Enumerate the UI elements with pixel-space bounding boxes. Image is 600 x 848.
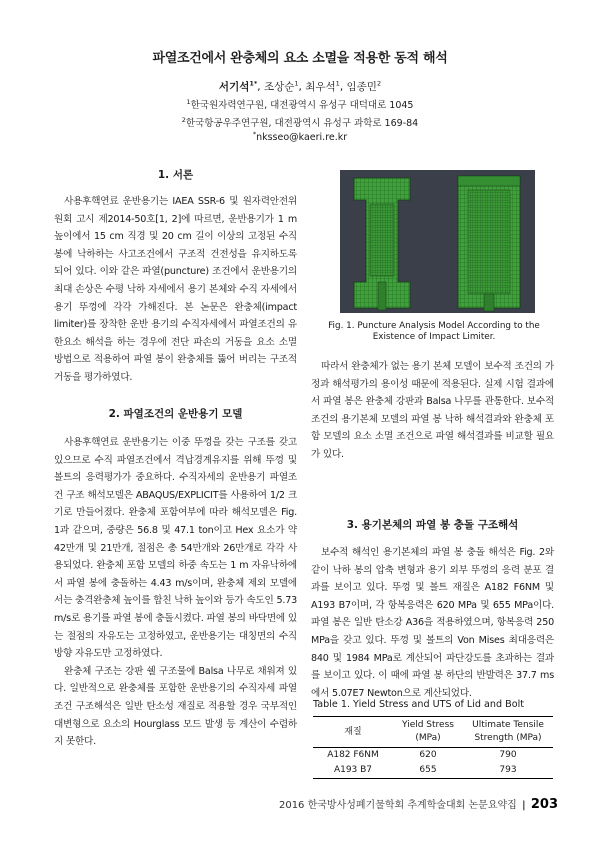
footer-separator: |	[522, 800, 526, 811]
cell-yield: 655	[419, 765, 437, 775]
table-header-row	[313, 717, 553, 748]
section-1-heading: 1. 서론	[157, 169, 194, 181]
header-uts: Ultimate Tensile Strength (MPa)	[472, 720, 544, 743]
author-3: 최우석$^1$	[305, 79, 340, 93]
section-2-heading: 2. 파열조건의 운반용기 모델	[108, 408, 243, 420]
section-2-paragraph-1: 사용후핵연료 운반용기는 이중 뚜껑을 갖는 구조를 갖고 있으므로 수직 파열조건에서 격납경계유지를 위해 뚜껑 및 볼트의 응력평가가 중요하다. 수직자세의 운반용기 파열조건 구조 해석모델은 ABAQUS/EXPLICIT를 사용하여 1/2 크기로 만들어졌다. 완충체 포함여부에 따라 해석모델은 Fig. 1과 같으며, 중량은 56.8 및 47.1 ton이고 Hex 요소가 약 42만개 및 21만개, 절점은 총 54만개와 26만개로 각각 사용되었다. 완충체 포함 모델의 하중 속도는 1 m 자유낙하에서 파열 봉에 충돌하는 4.43 m/s이며, 완충체 제외 모델에서는 충격완충체 높이를 합친 낙하 높이와 등가 속도인 5.73 m/s로 용기를 파열 봉에 충돌시켰다. 파열 봉의 바닥면에 있는 절점의 자유도는 고정하였고, 운반용기는 대칭면의 수직방향 자유도만 고정하였다.	[54, 437, 297, 660]
section-1-body	[54, 193, 297, 387]
section-2-paragraph-2: 완충체 구조는 강판 쉘 구조물에 Balsa 나무로 채워져 있다. 일반적으로 완충체를 포함한 운반용기의 수직자세 파열조건 구조해석은 일반 탄소성 재질로 적용할 경우 국부적인 대변형으로 요소의 Hourglass 모드 발생 등 계산이 수렴하지 못한다.	[54, 665, 297, 748]
section-3-heading: 3. 용기본체의 파열 봉 충돌 구조해석	[346, 519, 519, 531]
table-1-caption: Table 1. Yield Stress and UTS of Lid and Bolt	[313, 699, 525, 710]
page-footer	[279, 796, 558, 812]
table-row	[313, 763, 553, 779]
section-1-paragraph: 사용후핵연료 운반용기는 IAEA SSR-6 및 원자력안전위원회 고시 제2014-50호[1, 2]에 따르면, 운반용기가 1 m 높이에서 15 cm 직경 및 20 cm 길이 이상의 고정된 수직 봉에 낙하하는 사고조건에서 구조적 건전성을 유지하도록 되어 있다. 이와 같은 파열(puncture) 조건에서 운반용기의 최대 손상은 수평 낙하 자세에서 용기 본체와 수직 자세에서 용기 뚜껑에 각각 가해진다. 본 논문은 완충체(impact limiter)를 장착한 운반 용기의 수직자세에서 파열조건의 유한요소 해석을 하는 경우에 전단 파손의 거동을 요소 소멸 방법으로 적용하여 파열 봉이 완충체를 뚫어 버리는 구조적 거동을 평가하였다.	[54, 196, 297, 383]
fe-mesh-image	[340, 170, 535, 313]
header-material: 재질	[344, 726, 362, 737]
cell-material: A182 F6NM	[327, 750, 379, 760]
section-2-paragraph-3: 따라서 완충체가 없는 용기 본체 모델이 보수적 조건의 가정과 해석평가의 용이성 때문에 적용된다. 실제 시험 결과에서 파열 봉은 완충체 강판과 Balsa 나무를 관통한다. 보수적 조건의 용기본체 모델의 파열 봉 낙하 해석결과와 완충체 포함 모델의 요소 소멸 조건으로 파열 해석결과를 비교할 필요가 있다.	[311, 361, 554, 460]
cell-uts: 793	[499, 765, 517, 775]
author-4: 임종민$^2$	[346, 79, 382, 93]
author-list: 서기석$^{1*}$, 조상순$^1$, 최우석$^1$, 임종민$^2$	[218, 79, 382, 93]
cell-uts: 790	[499, 750, 517, 760]
section-3-body	[311, 544, 554, 702]
affiliation-1: $^1$한국원자력연구원, 대전광역시 유성구 대덕대로 1045	[186, 97, 414, 111]
cell-material: A193 B7	[333, 765, 373, 775]
author-1: 서기석$^{1*}$	[218, 79, 258, 93]
author-2: 조상순$^1$	[263, 79, 299, 93]
yield-stress-table	[313, 716, 553, 779]
puncture-model-figure	[340, 170, 535, 313]
table-row	[313, 748, 553, 764]
figure-1-caption: Fig. 1. Puncture Analysis Model According to the Existence of Impact Limiter.	[328, 321, 540, 342]
section-2-body	[54, 434, 297, 751]
paper-title: 파열조건에서 완충체의 요소 소멸을 적용한 동적 해석	[152, 51, 448, 66]
contact-email: *nksseo@kaeri.re.kr	[252, 129, 348, 143]
section-3-paragraph: 보수적 해석인 용기본체의 파열 봉 충돌 해석은 Fig. 2와 같이 낙하 봉의 압축 변형과 용기 외부 뚜껑의 응력 분포 결과를 보이고 있다. 뚜껑 및 볼트 재질은 A182 F6NM 및 A193 B7이며, 각 항복응력은 620 MPa 및 655 MPa이다. 파열 봉은 일반 탄소강 A36을 적용하였으며, 항복응력 250 MPa을 갖고 있다. 뚜껑 및 볼트의 Von Mises 최대응력은 840 및 1984 MPa로 계산되어 파단강도를 초과하는 결과를 보이고 있다. 이 때에 파열 봉 하단의 반발력은 37.7 ms에서 5.07E7 Newton으로 계산되었다.	[311, 547, 554, 699]
affiliation-2: $^2$한국항공우주연구원, 대전광역시 유성구 과학로 169-84	[181, 115, 419, 129]
cell-yield: 620	[419, 750, 437, 760]
page-number: 203	[530, 797, 558, 812]
right-column-body	[311, 358, 554, 464]
footer-text: 2016 한국방사성폐기물학회 추계학술대회 논문요약집	[278, 800, 517, 811]
header-yield-stress: Yield Stress (MPa)	[402, 720, 454, 743]
